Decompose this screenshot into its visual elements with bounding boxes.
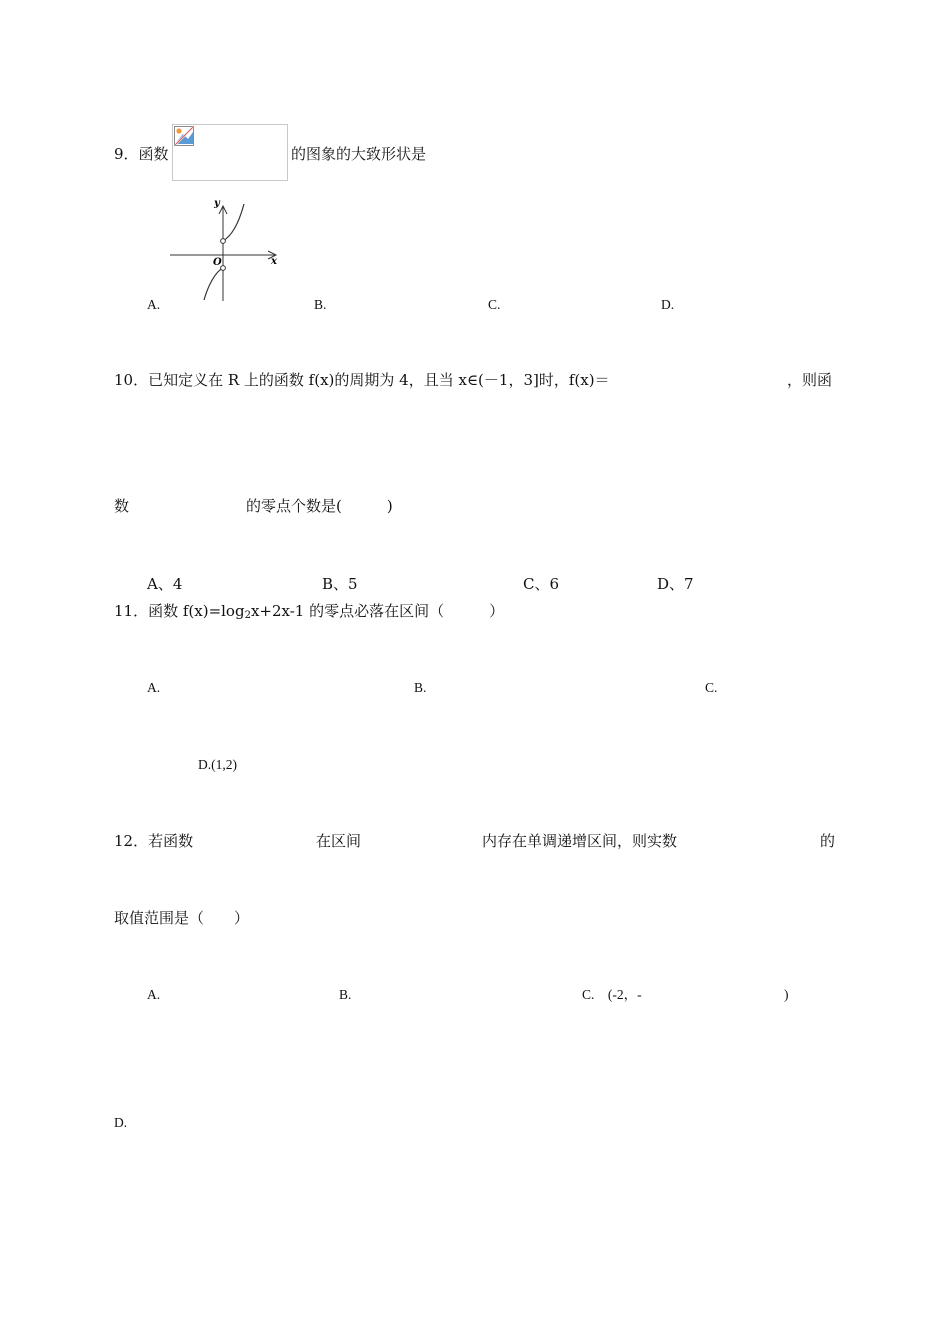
q10-line2-head: 数: [114, 497, 130, 515]
q9-option-a: A.: [147, 297, 161, 312]
q12-part4: 的: [820, 832, 836, 850]
open-point-upper: [221, 239, 226, 244]
broken-image-placeholder: [172, 124, 288, 181]
origin-label: O: [213, 257, 222, 268]
q9-option-c: C.: [488, 297, 501, 312]
q9-option-b: B.: [314, 297, 327, 312]
broken-image-icon: [174, 126, 194, 146]
q12-part3: 内存在单调递增区间，则实数: [482, 832, 678, 850]
q10-line2-tail: 的零点个数是( ): [246, 497, 393, 515]
q12-option-c-close: ): [784, 987, 789, 1002]
q9-prefix: 9．函数: [114, 145, 169, 163]
q11-option-d: D.(1,2): [198, 757, 237, 772]
q12-part1: 12．若函数: [114, 832, 194, 850]
q11-question: [114, 602, 504, 620]
q10-option-a: A、4: [147, 575, 183, 593]
q11-post: x+2x-1 的零点必落在区间（ ）: [250, 602, 505, 620]
q12-option-d: D.: [114, 1115, 128, 1130]
q10-line1: 10．已知定义在 R 上的函数 f(x)的周期为 4，且当 x∈(－1，3]时，f(x)＝: [114, 371, 610, 389]
q10-option-d: D、7: [657, 575, 694, 593]
q12-option-c: C. (-2，-: [582, 987, 642, 1002]
y-axis-label: y: [214, 198, 220, 209]
q12-part2: 在区间: [316, 832, 362, 850]
q9-graph-option-a: [168, 198, 283, 304]
q10-option-c: C、6: [523, 575, 560, 593]
q11-pre: 11．函数 f(x)=log: [114, 602, 245, 620]
curve-lower: [204, 268, 223, 300]
q10-option-b: B、5: [322, 575, 358, 593]
q11-log-base: 2: [244, 610, 251, 621]
q11-option-a: A.: [147, 680, 161, 695]
q9-option-d: D.: [661, 297, 675, 312]
curve-upper: [223, 204, 244, 241]
x-axis-label: x: [271, 256, 277, 267]
q12-option-b: B.: [339, 987, 352, 1002]
q11-option-b: B.: [414, 680, 427, 695]
q11-option-c: C.: [705, 680, 718, 695]
q10-line1-tail: ，则函: [787, 371, 833, 389]
q12-option-a: A.: [147, 987, 161, 1002]
q12-line2: 取值范围是（ ）: [114, 909, 250, 927]
q9-question-text: 的图象的大致形状是: [291, 145, 427, 163]
